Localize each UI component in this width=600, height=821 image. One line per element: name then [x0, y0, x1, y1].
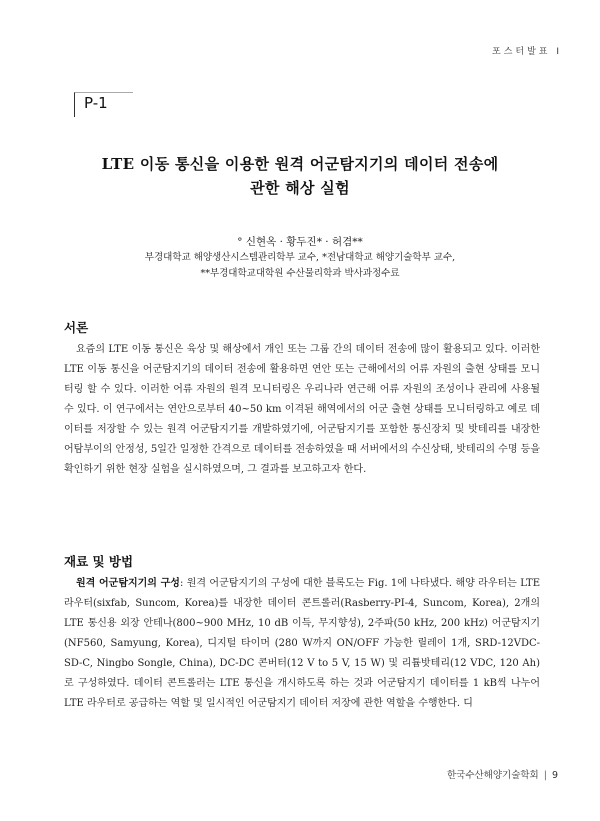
footer-society: 한국수산해양기술학회 — [446, 770, 539, 781]
methods-lead: 원격 어군탐지기의 구성 — [76, 578, 180, 589]
footer-separator: | — [543, 770, 547, 781]
author-names: ° 신현옥 · 황두진* · 허겸** — [237, 236, 363, 248]
methods-body: : 원격 어군탐지기의 구성에 대한 블록도는 Fig. 1에 나타냈다. 해양 라우터는 LTE 라우터(sixfab, Suncom, Korea)를 내장한 데이터 콘트롤러(Rasberry-PI-4, Suncom, Korea), 2개의 LTE 통신용 외장 안테나(800~900 MHz, 10 dB 이득, 무지향성), 2주파(50 kHz, 200 kHz) 어군탐지기(NF560, Samyung, Korea), 디지털 타이머 (280 W까지 ON/OFF 가능한 릴레이 1개, SRD-12VDC-SD-C, Ningbo Songle, China), DC-DC 콘버터(12 V to 5 V, 15 W) 및 리튬밧테리(12 VDC, 120 Ah)로 구성하였다. 데이터 콘트롤러는 LTE 통신을 개시하도록 하는 것과 어군탐지기 데이터를 1 kB씩 나누어 LTE 라우터로 공급하는 역할 및 일시적인 어군탐지기 데이터 저장에 관한 역할을 수행한다. 디 — [64, 578, 540, 709]
title-line-1: LTE 이동 통신을 이용한 원격 어군탐지기의 데이터 전송에 — [101, 155, 499, 173]
intro-body: 요즘의 LTE 이동 통신은 육상 및 해상에서 개인 또는 그룹 간의 데이터 전송에 많이 활용되고 있다. 이러한 LTE 이동 통신을 어군탐지기의 데이터 전송에 활용하면 연안 또는 근해에서의 어류 자원의 출현 상태를 모니터링 할 수 있다. 이러한 어류 자원의 원격 모니터링은 우리나라 연근해 어류 자원의 조성이나 관리에 사용될 수 있다. 이 연구에서는 연안으로부터 40~50 km 이격된 해역에서의 어군 출현 상태를 모니터링하고 예로 데이터를 저장할 수 있는 원격 어군탐지기를 개발하였기에, 어군탐지기를 포함한 통신장치 및 밧테리를 내장한 어탐부이의 안정성, 5일간 일정한 간격으로 데이터를 전송하였을 때 서버에서의 수신상태, 밧테리의 수명 등을 확인하기 위한 현장 실험을 실시하였으며, 그 결과를 보고하고자 한다. — [64, 344, 540, 475]
methods-heading: 재료 및 방법 — [64, 554, 134, 569]
session-tag: P-1 — [84, 94, 108, 112]
affiliation-line-2: **부경대학교대학원 수산물리학과 박사과정수료 — [200, 268, 400, 279]
page-number: 9 — [551, 770, 558, 781]
title-line-2: 관한 해상 실험 — [250, 179, 350, 197]
page-footer — [447, 767, 558, 781]
author-block — [0, 234, 600, 282]
paper-title — [0, 152, 600, 200]
methods-paragraph — [64, 574, 540, 714]
intro-paragraph — [64, 340, 540, 480]
intro-heading: 서론 — [64, 320, 89, 335]
affiliation-line-1: 부경대학교 해양생산시스템관리학부 교수, *전남대학교 해양기술학부 교수, — [144, 252, 456, 263]
running-header: 포스터발표 I — [492, 47, 562, 57]
